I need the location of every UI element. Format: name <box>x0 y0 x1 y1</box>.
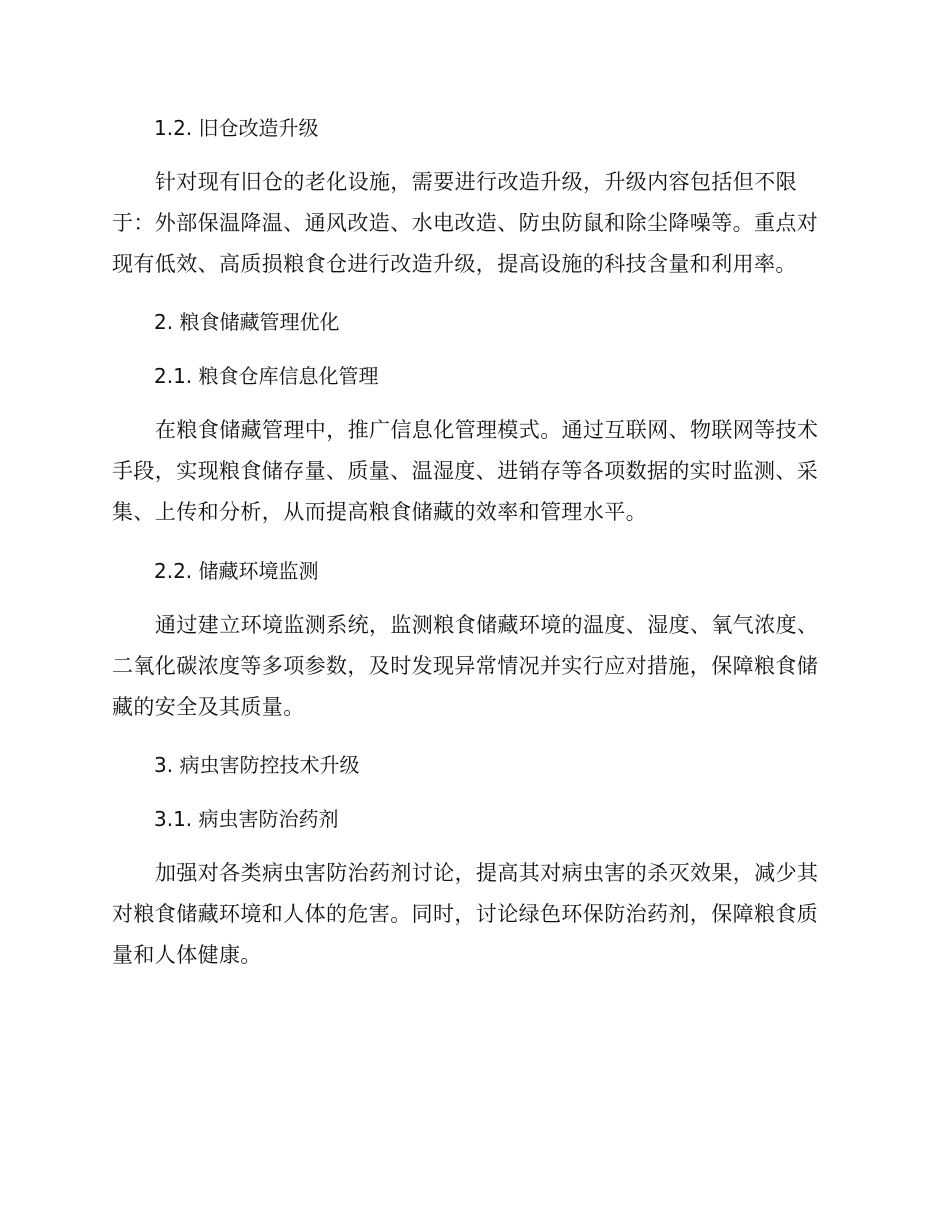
paragraph-2-2 <box>112 605 832 728</box>
paragraph-line: 二氧化碳浓度等多项参数，及时发现异常情况并实行应对措施，保障粮食储 <box>112 654 819 678</box>
section-heading-3: 3. 病虫害防控技术升级 <box>154 753 360 777</box>
paragraph-line: 藏的安全及其质量。 <box>112 695 305 719</box>
section-heading-2-2: 2.2. 储藏环境监测 <box>154 559 319 583</box>
section-heading-2: 2. 粮食储藏管理优化 <box>154 310 340 334</box>
section-heading-3-1: 3.1. 病虫害防治药剂 <box>154 807 339 831</box>
paragraph-line: 在粮食储藏管理中，推广信息化管理模式。通过互联网、物联网等技术 <box>155 418 819 442</box>
paragraph-3-1 <box>112 853 832 976</box>
paragraph-line: 现有低效、高质损粮食仓进行改造升级，提高设施的科技含量和利用率。 <box>112 252 797 276</box>
section-heading-2-1: 2.1. 粮食仓库信息化管理 <box>154 364 379 388</box>
paragraph-line: 于：外部保温降温、通风改造、水电改造、防虫防鼠和除尘降噪等。重点对 <box>112 211 819 235</box>
paragraph-line: 量和人体健康。 <box>112 943 262 967</box>
paragraph-2-1 <box>112 410 832 533</box>
paragraph-line: 针对现有旧仓的老化设施，需要进行改造升级，升级内容包括但不限 <box>155 170 797 194</box>
paragraph-line: 通过建立环境监测系统，监测粮食储藏环境的温度、湿度、氧气浓度、 <box>155 613 819 637</box>
paragraph-line: 对粮食储藏环境和人体的危害。同时，讨论绿色环保防治药剂，保障粮食质 <box>112 902 819 926</box>
section-heading-1-2: 1.2. 旧仓改造升级 <box>154 116 319 140</box>
paragraph-line: 集、上传和分析，从而提高粮食储藏的效率和管理水平。 <box>112 500 647 524</box>
paragraph-line: 手段，实现粮食储存量、质量、温湿度、进销存等各项数据的实时监测、采 <box>112 459 819 483</box>
paragraph-1-2 <box>112 162 832 285</box>
paragraph-line: 加强对各类病虫害防治药剂讨论，提高其对病虫害的杀灭效果，减少其 <box>155 861 819 885</box>
